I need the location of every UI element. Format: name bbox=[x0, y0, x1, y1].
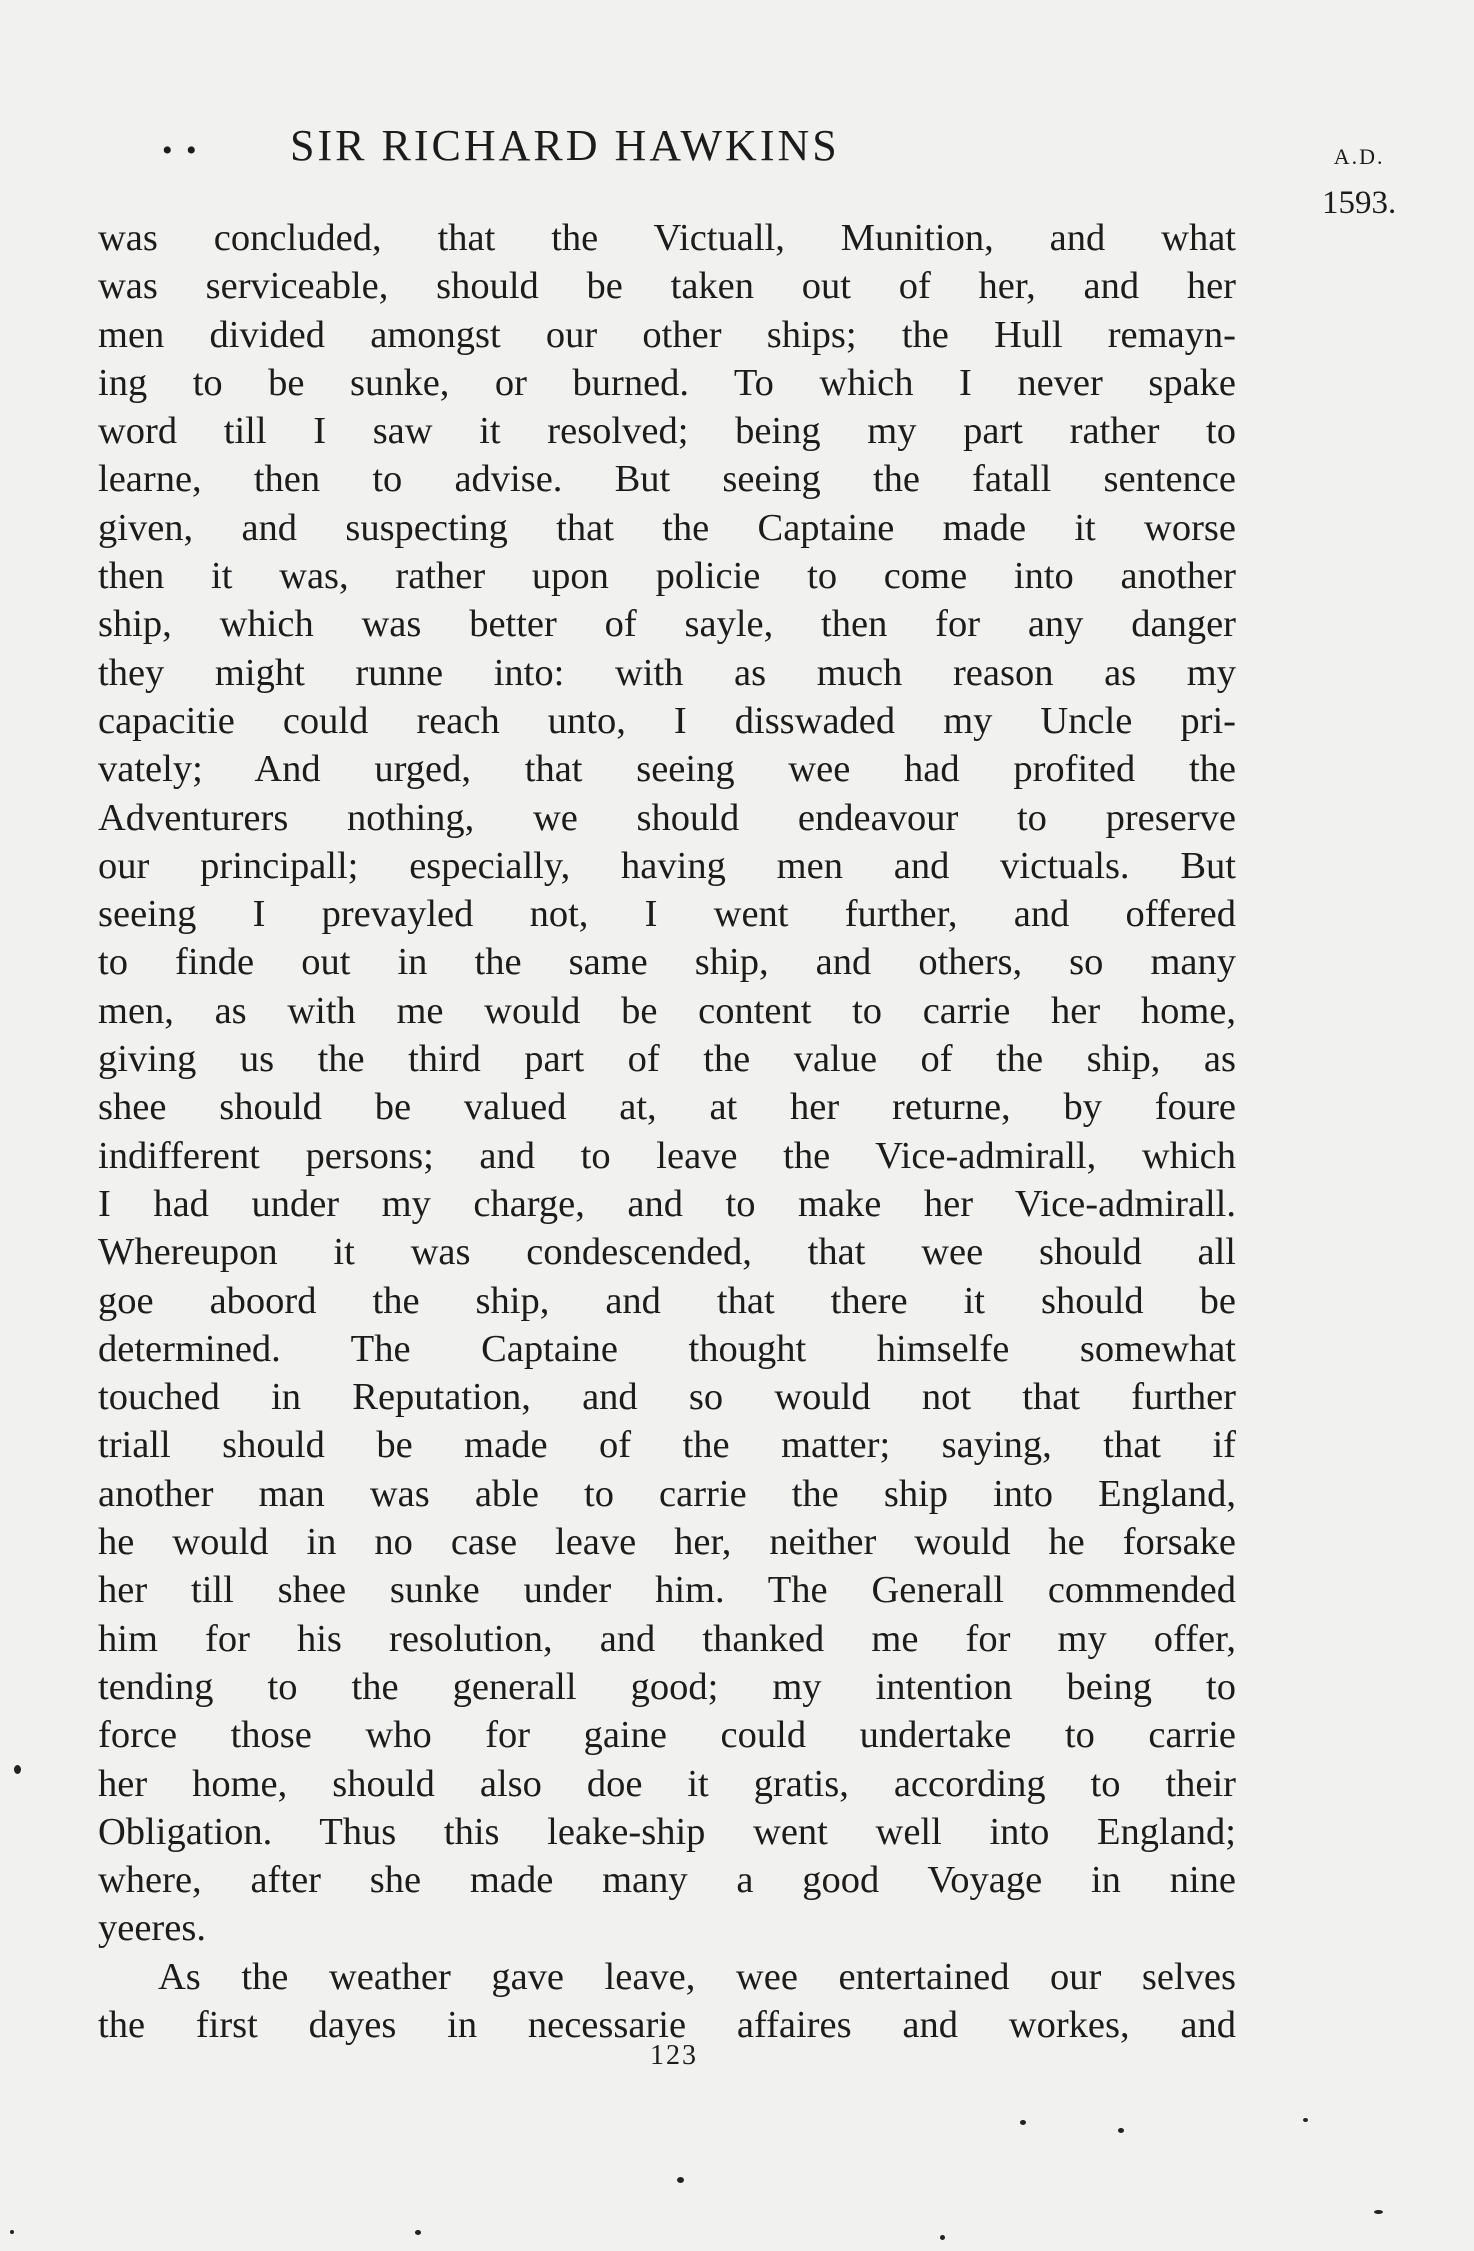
text-line: tending to the generall good; my intention being to bbox=[98, 1665, 1236, 1708]
text-line: to finde out in the same ship, and others, so many bbox=[98, 941, 1236, 984]
text-line: the first dayes in necessarie affaires and workes, and bbox=[98, 2003, 1236, 2046]
text-line: ing to be sunke, or burned. To which I never spake bbox=[98, 361, 1236, 404]
text-line: ship, which was better of sayle, then for any danger bbox=[98, 603, 1236, 646]
text-line: force those who for gaine could undertake to carrie bbox=[98, 1714, 1236, 1757]
text-line: they might runne into: with as much reason as my bbox=[98, 651, 1236, 694]
text-line: word till I saw it resolved; being my part rather to bbox=[98, 410, 1236, 453]
text-line: given, and suspecting that the Captaine made it worse bbox=[98, 506, 1236, 549]
text-line-paragraph-end: yeeres. bbox=[98, 1907, 206, 1950]
margin-date-note bbox=[1322, 143, 1396, 224]
text-line: men, as with me would be content to carrie her home, bbox=[98, 989, 1236, 1032]
text-line: then it was, rather upon policie to come into another bbox=[98, 555, 1236, 598]
head-ornament: • • bbox=[162, 134, 200, 167]
text-line: determined. The Captaine thought himselfe somewhat bbox=[98, 1327, 1236, 1370]
text-line: was concluded, that the Victuall, Munition, and what bbox=[98, 217, 1236, 259]
text-line: I had under my charge, and to make her Vice-admirall. bbox=[98, 1182, 1236, 1225]
page-number: 123 bbox=[650, 2040, 698, 2071]
ink-speck bbox=[1374, 2210, 1383, 2214]
text-line: touched in Reputation, and so would not that further bbox=[98, 1376, 1236, 1419]
text-line: was serviceable, should be taken out of her, and her bbox=[98, 265, 1236, 308]
text-line: he would in no case leave her, neither would he forsake bbox=[98, 1521, 1236, 1564]
text-line: capacitie could reach unto, I disswaded my Uncle pri- bbox=[98, 699, 1236, 742]
text-line: goe aboord the ship, and that there it should be bbox=[98, 1279, 1236, 1322]
text-line: Adventurers nothing, we should endeavour to preserve bbox=[98, 796, 1236, 839]
text-line: giving us the third part of the value of the ship, as bbox=[98, 1038, 1236, 1081]
text-line: shee should be valued at, at her returne, by foure bbox=[98, 1086, 1236, 1129]
ink-speck bbox=[1303, 2118, 1308, 2122]
margin-year: 1593. bbox=[1322, 184, 1397, 221]
text-line: another man was able to carrie the ship into England, bbox=[98, 1472, 1236, 1515]
ink-speck bbox=[677, 2177, 684, 2183]
text-line: triall should be made of the matter; saying, that if bbox=[98, 1424, 1236, 1467]
ink-speck bbox=[10, 2230, 14, 2234]
text-line: men divided amongst our other ships; the Hull remayn- bbox=[98, 313, 1236, 356]
text-line: learne, then to advise. But seeing the fatall sentence bbox=[98, 458, 1236, 501]
ink-speck bbox=[1020, 2120, 1026, 2125]
ink-speck bbox=[415, 2230, 421, 2235]
ink-speck bbox=[1118, 2128, 1124, 2133]
text-line: Obligation. Thus this leake-ship went well into England; bbox=[98, 1810, 1236, 1853]
text-line: her home, should also doe it gratis, according to their bbox=[98, 1762, 1236, 1805]
text-line: him for his resolution, and thanked me for my offer, bbox=[98, 1617, 1236, 1660]
text-line: where, after she made many a good Voyage in nine bbox=[98, 1859, 1236, 1902]
running-head-title: SIR RICHARD HAWKINS bbox=[290, 121, 840, 170]
text-line: our principall; especially, having men and victuals. But bbox=[98, 844, 1236, 887]
ink-speck bbox=[940, 2235, 945, 2240]
text-line-paragraph-start: As the weather gave leave, wee entertained our selves bbox=[158, 1955, 1236, 1998]
ink-speck bbox=[14, 1765, 21, 1774]
running-head bbox=[162, 120, 840, 171]
body-text bbox=[98, 214, 1236, 2049]
text-line: vately; And urged, that seeing wee had profited the bbox=[98, 748, 1236, 791]
text-line: indifferent persons; and to leave the Vice-admirall, which bbox=[98, 1134, 1236, 1177]
text-line: her till shee sunke under him. The Generall commended bbox=[98, 1569, 1236, 1612]
text-line: Whereupon it was condescended, that wee should all bbox=[98, 1231, 1236, 1274]
margin-era: A.D. bbox=[1333, 144, 1385, 169]
text-line: seeing I prevayled not, I went further, and offered bbox=[98, 893, 1236, 936]
